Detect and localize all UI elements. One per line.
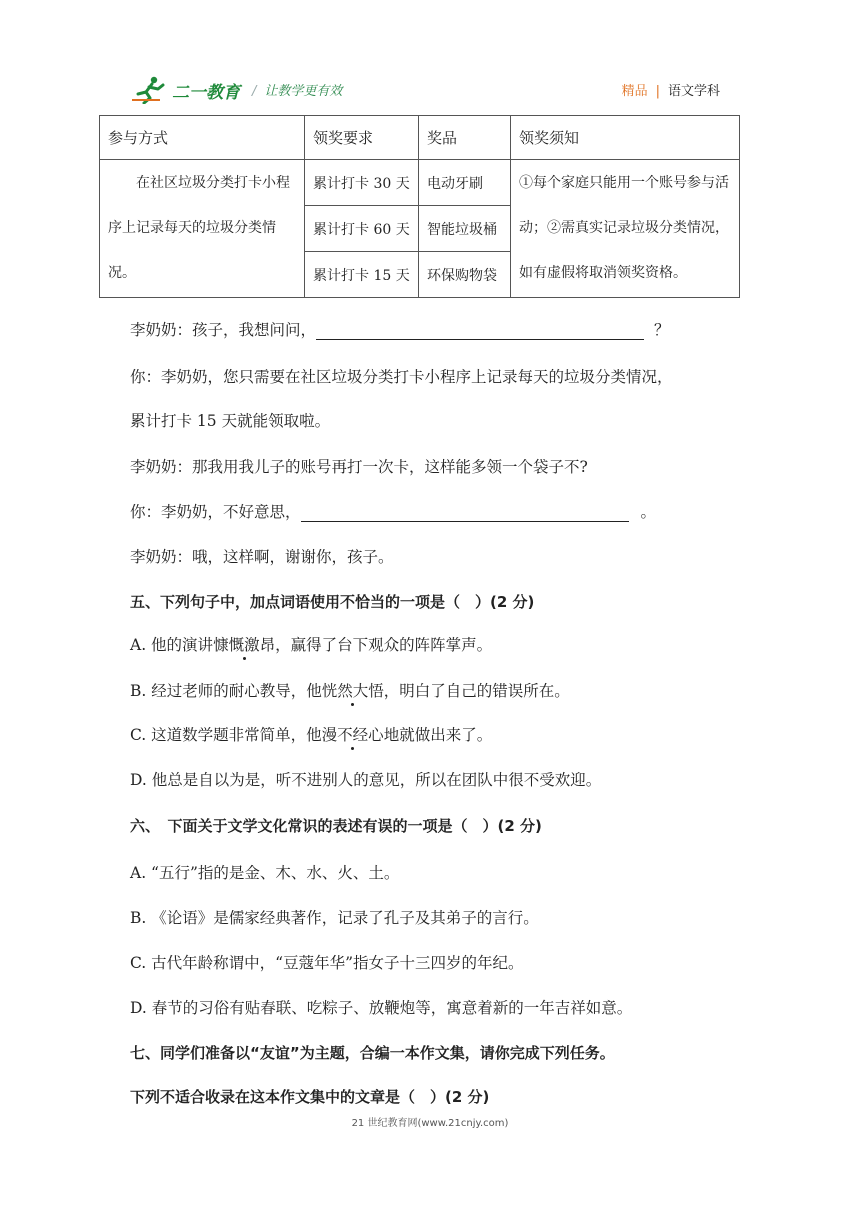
prize-cell: 智能垃圾桶 bbox=[419, 206, 511, 252]
logo-text: 二一教育 bbox=[172, 82, 240, 103]
question-5-option-b bbox=[130, 679, 570, 701]
subject-tag: 精品 | 语文学科 bbox=[621, 84, 720, 99]
question-5-option-c bbox=[130, 723, 492, 745]
option-text: A. 他的演讲 bbox=[130, 636, 214, 654]
runner-logo-icon bbox=[130, 76, 170, 104]
option-text: C. 这道数学题非常简单，他 bbox=[130, 726, 322, 744]
dialogue-line: 累计打卡 15 天就能领取啦。 bbox=[130, 412, 331, 430]
prize-cell: 电动牙刷 bbox=[419, 160, 511, 206]
question-5-option-a bbox=[130, 633, 492, 655]
table-header-row bbox=[100, 116, 740, 160]
slogan: / 让教学更有效 bbox=[252, 84, 343, 99]
option-text: D. 他总是 bbox=[130, 771, 199, 789]
requirement-cell: 累计打卡 60 天 bbox=[305, 206, 419, 252]
dotted-word: 恍然大悟 bbox=[321, 682, 384, 700]
table-header-cell: 参与方式 bbox=[100, 116, 305, 160]
option-text: ，赢得了台下观众的阵阵掌声。 bbox=[275, 636, 493, 654]
dialogue-line: 李奶奶：那我用我儿子的账号再打一次卡，这样能多领一个袋子不? bbox=[130, 458, 588, 476]
subject-label: 语文学科 bbox=[667, 84, 720, 99]
slogan-text: 让教学更有效 bbox=[264, 84, 343, 99]
dialogue-line: 李奶奶：哦，这样啊，谢谢你，孩子。 bbox=[130, 548, 394, 566]
question-5-option-d bbox=[130, 768, 601, 790]
dialogue-text: 李奶奶：孩子，我想问问， bbox=[130, 321, 317, 339]
dialogue-text: ？ bbox=[654, 321, 670, 339]
dialogue-text: 。 bbox=[640, 503, 657, 521]
notice-cell: ①每个家庭只能用一个账号参与活动；②需真实记录垃圾分类情况，如有虚假将取消领奖资格。 bbox=[511, 160, 740, 298]
dialogue-text: 你：李奶奶，不好意思， bbox=[130, 503, 301, 521]
question-6-title: 六、 下面关于文学文化常识的表述有误的一项是（ ）(2 分) bbox=[130, 817, 542, 835]
question-6-option-b: B. 《论语》是儒家经典著作，记录了孔子及其弟子的言行。 bbox=[130, 909, 539, 927]
question-7-title: 七、同学们准备以“友谊”为主题，合编一本作文集，请你完成下列任务。 bbox=[130, 1044, 615, 1062]
answer-blank[interactable] bbox=[301, 503, 629, 522]
dialogue-line bbox=[130, 500, 656, 522]
quality-tag: 精品 bbox=[621, 84, 648, 99]
question-5-title: 五、下列句子中，加点词语使用不恰当的一项是（ ）(2 分) bbox=[130, 593, 535, 611]
table-row bbox=[100, 160, 740, 206]
question-6-option-c: C. 古代年龄称谓中，“豆蔻年华”指女子十三四岁的年纪。 bbox=[130, 954, 524, 972]
option-text: ，明白了自己的错误所在。 bbox=[383, 682, 570, 700]
dialogue-line: 你：李奶奶，您只需要在社区垃圾分类打卡小程序上记录每天的垃圾分类情况， bbox=[130, 368, 673, 386]
table-header-cell: 领奖须知 bbox=[511, 116, 740, 160]
table-header-cell: 奖品 bbox=[419, 116, 511, 160]
dotted-word: 慷慨激昂 bbox=[213, 636, 276, 654]
answer-blank[interactable] bbox=[316, 321, 644, 340]
page-footer: 21 世纪教育网(www.21cnjy.com) bbox=[351, 1118, 509, 1129]
participation-cell: 在社区垃圾分类打卡小程序上记录每天的垃圾分类情况。 bbox=[100, 160, 305, 298]
question-6-option-d: D. 春节的习俗有贴春联、吃粽子、放鞭炮等，寓意着新的一年吉祥如意。 bbox=[130, 999, 633, 1017]
question-6-option-a: A. “五行”指的是金、木、水、火、土。 bbox=[130, 864, 400, 882]
option-text: 地就做出来了。 bbox=[383, 726, 493, 744]
requirement-cell: 累计打卡 30 天 bbox=[305, 160, 419, 206]
dotted-word: 漫不经心 bbox=[321, 726, 384, 744]
requirement-cell: 累计打卡 15 天 bbox=[305, 252, 419, 298]
logo bbox=[130, 76, 240, 104]
option-text: ，听不进别人的意见，所以在团队中很不受欢迎。 bbox=[260, 771, 602, 789]
table-header-cell: 领奖要求 bbox=[305, 116, 419, 160]
option-text: B. 经过老师的耐心教导，他 bbox=[130, 682, 322, 700]
question-7-subtask: 下列不适合收录在这本作文集中的文章是（ ）(2 分) bbox=[130, 1088, 490, 1106]
award-table bbox=[99, 115, 740, 298]
dialogue-line bbox=[130, 318, 670, 340]
page-header bbox=[130, 70, 720, 110]
prize-cell: 环保购物袋 bbox=[419, 252, 511, 298]
option-text: 自以为是 bbox=[198, 771, 261, 789]
